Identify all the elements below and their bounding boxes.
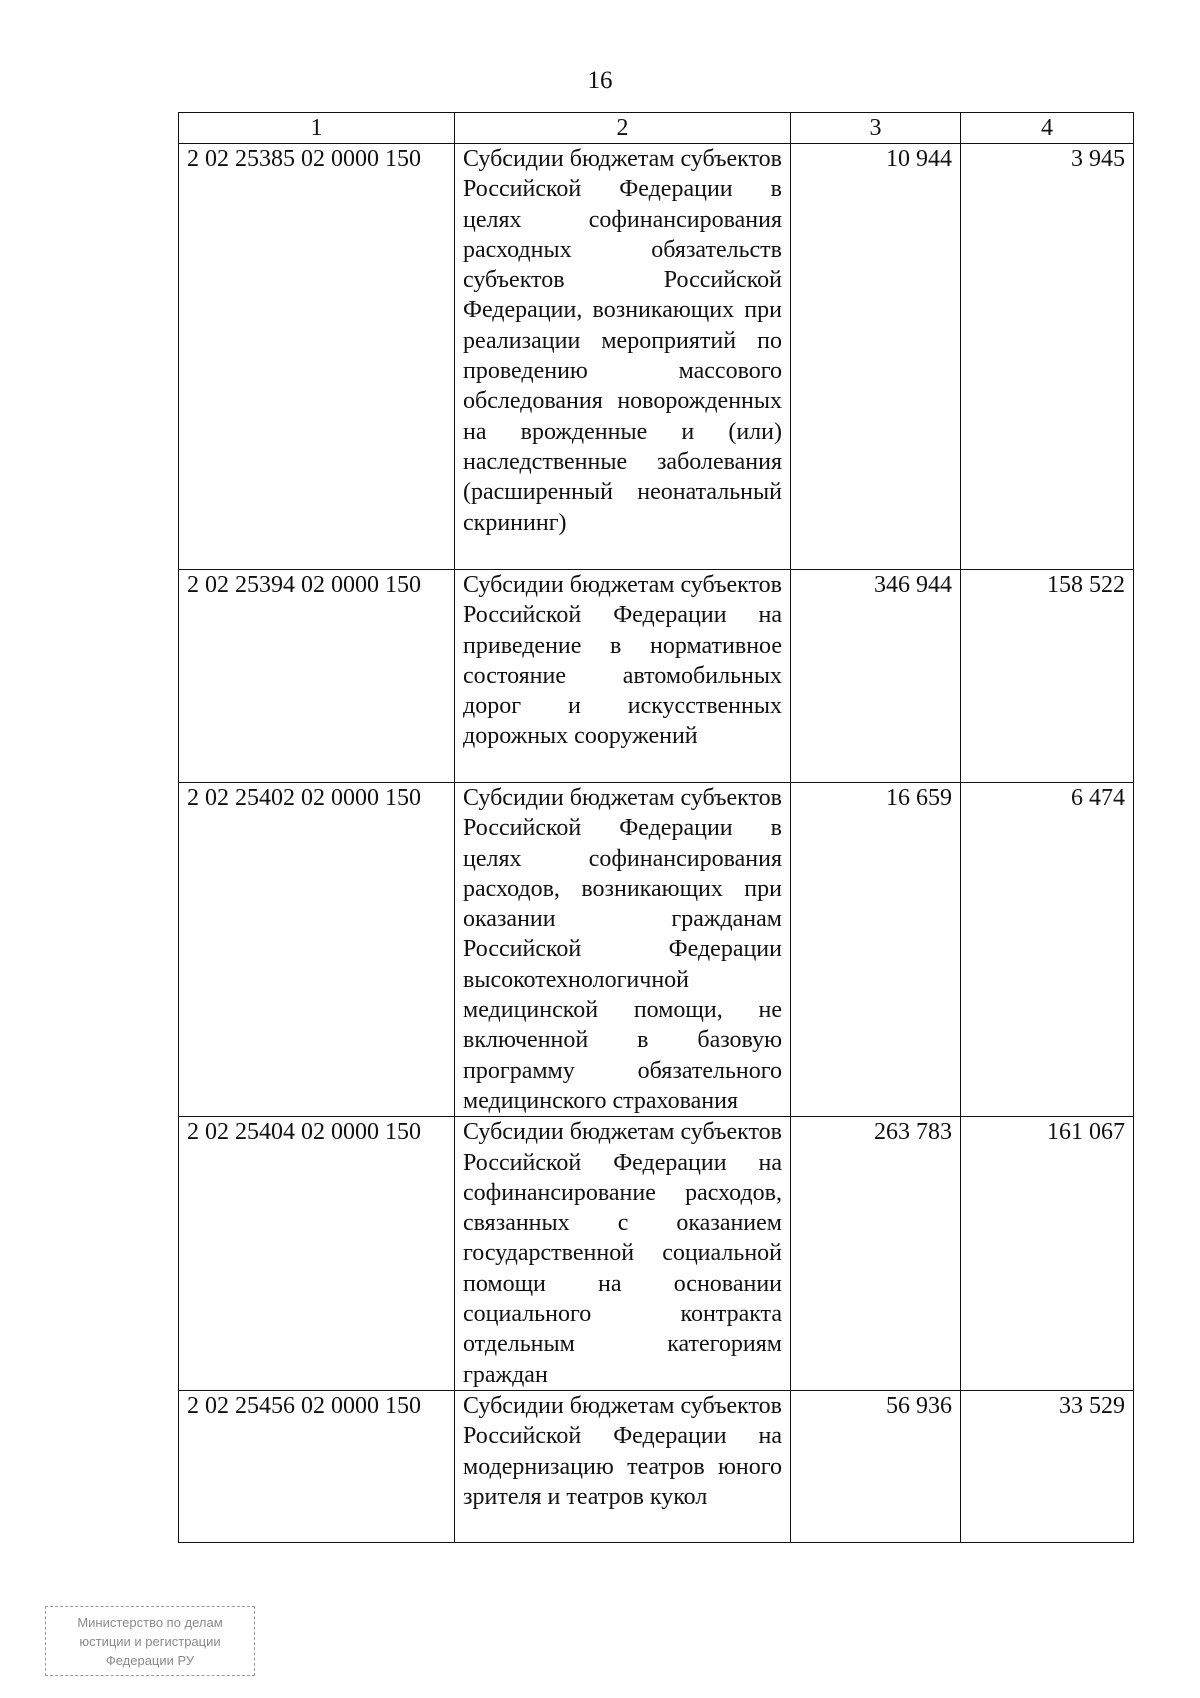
income-description: Субсидии бюджетам субъектов Российской Федерации в целях софинансирования расходов, возникающих при оказании гражданам Российской Федерации высокотехнологичной медицинской помощи, не включенной в базовую программу обязательного медицинского страхования bbox=[455, 783, 791, 1117]
income-code: 2 02 25404 02 0000 150 bbox=[179, 1117, 455, 1391]
stamp-line: Федерации РУ bbox=[105, 1653, 195, 1668]
registration-stamp bbox=[45, 1606, 255, 1676]
income-code: 2 02 25385 02 0000 150 bbox=[179, 144, 455, 570]
amount-col4: 33 529 bbox=[961, 1390, 1134, 1542]
amount-col3: 56 936 bbox=[791, 1390, 961, 1542]
amount-col3: 10 944 bbox=[791, 144, 961, 570]
table-row bbox=[179, 570, 1134, 783]
table-row bbox=[179, 1390, 1134, 1542]
income-description: Субсидии бюджетам субъектов Российской Федерации на модернизацию театров юного зрителя и театров кукол bbox=[455, 1390, 791, 1542]
income-code: 2 02 25402 02 0000 150 bbox=[179, 783, 455, 1117]
amount-col4: 6 474 bbox=[961, 783, 1134, 1117]
stamp-line: Министерство по делам bbox=[77, 1615, 223, 1630]
table-row bbox=[179, 1117, 1134, 1391]
column-header-4: 4 bbox=[961, 113, 1134, 144]
budget-table bbox=[178, 112, 1134, 1543]
income-code: 2 02 25456 02 0000 150 bbox=[179, 1390, 455, 1542]
amount-col3: 346 944 bbox=[791, 570, 961, 783]
stamp-line: юстиции и регистрации bbox=[79, 1634, 221, 1649]
amount-col4: 3 945 bbox=[961, 144, 1134, 570]
income-code: 2 02 25394 02 0000 150 bbox=[179, 570, 455, 783]
table-row bbox=[179, 783, 1134, 1117]
income-description: Субсидии бюджетам субъектов Российской Федерации в целях софинансирования расходных обязательств субъектов Российской Федерации, возникающих при реализации мероприятий по проведению массового обследования новорожденных на врожденные и (или) наследственные заболевания (расширенный неонатальный скрининг) bbox=[455, 144, 791, 570]
column-header-2: 2 bbox=[455, 113, 791, 144]
income-description: Субсидии бюджетам субъектов Российской Федерации на приведение в нормативное состояние автомобильных дорог и искусственных дорожных сооружений bbox=[455, 570, 791, 783]
column-header-1: 1 bbox=[179, 113, 455, 144]
column-header-3: 3 bbox=[791, 113, 961, 144]
amount-col3: 263 783 bbox=[791, 1117, 961, 1391]
amount-col4: 161 067 bbox=[961, 1117, 1134, 1391]
table-header-row bbox=[179, 113, 1134, 144]
page-number: 16 bbox=[587, 67, 613, 94]
amount-col3: 16 659 bbox=[791, 783, 961, 1117]
income-description: Субсидии бюджетам субъектов Российской Федерации на софинансирование расходов, связанных с оказанием государственной социальной помощи на основании социального контракта отдельным категориям граждан bbox=[455, 1117, 791, 1391]
amount-col4: 158 522 bbox=[961, 570, 1134, 783]
table-row bbox=[179, 144, 1134, 570]
